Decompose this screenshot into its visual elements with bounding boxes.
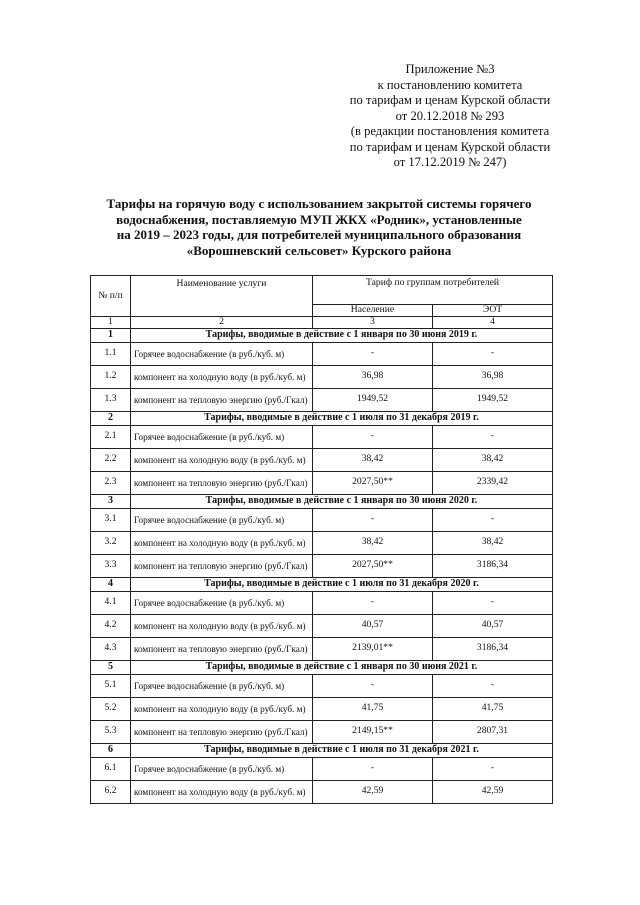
period-row bbox=[91, 743, 553, 757]
table-row bbox=[91, 531, 553, 554]
row-eot-value: 3186,34 bbox=[433, 554, 553, 577]
row-number: 1.3 bbox=[91, 388, 131, 411]
table-row bbox=[91, 448, 553, 471]
row-number: 5.2 bbox=[91, 697, 131, 720]
table-row bbox=[91, 425, 553, 448]
column-numbers-row bbox=[91, 317, 553, 329]
row-population-value: - bbox=[313, 757, 433, 780]
table-row bbox=[91, 508, 553, 531]
row-number: 1.2 bbox=[91, 365, 131, 388]
period-title: Тарифы, вводимые в действие с 1 января по 30 июня 2020 г. bbox=[131, 494, 553, 508]
table-row bbox=[91, 471, 553, 494]
header-tariff-groups: Тариф по группам потребителей bbox=[313, 276, 553, 305]
row-service-name: компонент на холодную воду (в руб./куб. м) bbox=[131, 614, 313, 637]
period-number: 3 bbox=[91, 494, 131, 508]
row-eot-value: 38,42 bbox=[433, 531, 553, 554]
appendix-line: от 20.12.2018 № 293 bbox=[395, 108, 505, 123]
row-number: 3.2 bbox=[91, 531, 131, 554]
row-service-name: компонент на тепловую энергию (руб./Гкал) bbox=[131, 637, 313, 660]
row-population-value: 2149,15** bbox=[313, 720, 433, 743]
period-number: 1 bbox=[91, 328, 131, 342]
row-number: 2.2 bbox=[91, 448, 131, 471]
tariff-table bbox=[90, 275, 553, 804]
row-service-name: компонент на тепловую энергию (руб./Гкал) bbox=[131, 554, 313, 577]
row-eot-value: - bbox=[433, 591, 553, 614]
period-number: 4 bbox=[91, 577, 131, 591]
row-population-value: 38,42 bbox=[313, 531, 433, 554]
title-line: водоснабжения, поставляемую МУП ЖКХ «Родник», установленные bbox=[116, 211, 522, 227]
row-eot-value: 3186,34 bbox=[433, 637, 553, 660]
period-title: Тарифы, вводимые в действие с 1 июля по 31 декабря 2020 г. bbox=[131, 577, 553, 591]
column-number: 3 bbox=[313, 317, 433, 329]
period-row bbox=[91, 577, 553, 591]
column-number: 1 bbox=[91, 317, 131, 329]
row-eot-value: 2339,42 bbox=[433, 471, 553, 494]
table-row bbox=[91, 614, 553, 637]
row-population-value: 2139,01** bbox=[313, 637, 433, 660]
title-line: Тарифы на горячую воду с использованием закрытой системы горячего bbox=[106, 196, 532, 211]
appendix-line: (в редакции постановления комитета bbox=[350, 124, 550, 138]
appendix-line: по тарифам и ценам Курской области bbox=[349, 139, 551, 154]
row-eot-value: - bbox=[433, 674, 553, 697]
row-eot-value: 38,42 bbox=[433, 448, 553, 471]
row-service-name: компонент на холодную воду (в руб./куб. м) bbox=[131, 365, 313, 388]
title-line: на 2019 – 2023 годы, для потребителей муниципального образования bbox=[116, 227, 522, 242]
table-row bbox=[91, 720, 553, 743]
row-service-name: компонент на холодную воду (в руб./куб. м) bbox=[131, 780, 313, 803]
row-number: 3.3 bbox=[91, 554, 131, 577]
appendix-header bbox=[330, 62, 570, 171]
row-service-name: компонент на холодную воду (в руб./куб. м) bbox=[131, 531, 313, 554]
row-population-value: 2027,50** bbox=[313, 554, 433, 577]
row-population-value: - bbox=[313, 425, 433, 448]
table-header-row bbox=[91, 276, 553, 305]
row-service-name: компонент на холодную воду (в руб./куб. м) bbox=[131, 448, 313, 471]
period-title: Тарифы, вводимые в действие с 1 июля по 31 декабря 2021 г. bbox=[131, 743, 553, 757]
row-population-value: 41,75 bbox=[313, 697, 433, 720]
row-number: 6.2 bbox=[91, 780, 131, 803]
row-service-name: Горячее водоснабжение (в руб./куб. м) bbox=[131, 508, 313, 531]
header-eot: ЭОТ bbox=[433, 305, 553, 317]
row-number: 5.3 bbox=[91, 720, 131, 743]
table-row bbox=[91, 342, 553, 365]
table-row bbox=[91, 780, 553, 803]
period-row bbox=[91, 411, 553, 425]
row-number: 2.1 bbox=[91, 425, 131, 448]
table-row bbox=[91, 757, 553, 780]
row-population-value: 38,42 bbox=[313, 448, 433, 471]
row-eot-value: 40,57 bbox=[433, 614, 553, 637]
period-title: Тарифы, вводимые в действие с 1 января по 30 июня 2021 г. bbox=[131, 660, 553, 674]
row-service-name: Горячее водоснабжение (в руб./куб. м) bbox=[131, 674, 313, 697]
row-number: 4.1 bbox=[91, 591, 131, 614]
row-eot-value: - bbox=[433, 342, 553, 365]
row-eot-value: - bbox=[433, 508, 553, 531]
row-population-value: 36,98 bbox=[313, 365, 433, 388]
title-line: «Ворошневский сельсовет» Курского района bbox=[186, 242, 452, 258]
row-number: 4.2 bbox=[91, 614, 131, 637]
column-number: 2 bbox=[131, 317, 313, 329]
column-number: 4 bbox=[433, 317, 553, 329]
row-eot-value: 1949,52 bbox=[433, 388, 553, 411]
appendix-line: к постановлению комитета bbox=[377, 77, 523, 92]
table-row bbox=[91, 697, 553, 720]
row-population-value: 42,59 bbox=[313, 780, 433, 803]
row-eot-value: 42,59 bbox=[433, 780, 553, 803]
period-title: Тарифы, вводимые в действие с 1 января по 30 июня 2019 г. bbox=[131, 328, 553, 342]
document-title bbox=[84, 196, 554, 258]
row-service-name: Горячее водоснабжение (в руб./куб. м) bbox=[131, 342, 313, 365]
row-number: 5.1 bbox=[91, 674, 131, 697]
row-eot-value: 2807,31 bbox=[433, 720, 553, 743]
table-row bbox=[91, 674, 553, 697]
row-service-name: компонент на холодную воду (в руб./куб. м) bbox=[131, 697, 313, 720]
row-population-value: - bbox=[313, 674, 433, 697]
period-row bbox=[91, 494, 553, 508]
period-row bbox=[91, 660, 553, 674]
header-number: № п/п bbox=[91, 276, 131, 317]
period-number: 6 bbox=[91, 743, 131, 757]
row-service-name: Горячее водоснабжение (в руб./куб. м) bbox=[131, 591, 313, 614]
row-number: 2.3 bbox=[91, 471, 131, 494]
row-population-value: 40,57 bbox=[313, 614, 433, 637]
row-service-name: компонент на тепловую энергию (руб./Гкал) bbox=[131, 388, 313, 411]
table-row bbox=[91, 388, 553, 411]
header-population: Население bbox=[313, 305, 433, 317]
row-service-name: Горячее водоснабжение (в руб./куб. м) bbox=[131, 757, 313, 780]
row-population-value: - bbox=[313, 508, 433, 531]
row-population-value: 2027,50** bbox=[313, 471, 433, 494]
row-number: 1.1 bbox=[91, 342, 131, 365]
appendix-number: Приложение №3 bbox=[405, 62, 495, 76]
row-service-name: компонент на тепловую энергию (руб./Гкал) bbox=[131, 471, 313, 494]
appendix-line: от 17.12.2019 № 247) bbox=[393, 155, 507, 169]
row-number: 6.1 bbox=[91, 757, 131, 780]
header-service-name: Наименование услуги bbox=[131, 276, 313, 317]
row-population-value: - bbox=[313, 342, 433, 365]
table-row bbox=[91, 365, 553, 388]
row-number: 3.1 bbox=[91, 508, 131, 531]
row-service-name: Горячее водоснабжение (в руб./куб. м) bbox=[131, 425, 313, 448]
row-population-value: - bbox=[313, 591, 433, 614]
row-population-value: 1949,52 bbox=[313, 388, 433, 411]
period-number: 2 bbox=[91, 411, 131, 425]
row-eot-value: 36,98 bbox=[433, 365, 553, 388]
row-eot-value: 41,75 bbox=[433, 697, 553, 720]
row-eot-value: - bbox=[433, 425, 553, 448]
table-row bbox=[91, 554, 553, 577]
row-service-name: компонент на тепловую энергию (руб./Гкал) bbox=[131, 720, 313, 743]
appendix-line: по тарифам и ценам Курской области bbox=[349, 93, 551, 107]
table-row bbox=[91, 637, 553, 660]
period-title: Тарифы, вводимые в действие с 1 июля по 31 декабря 2019 г. bbox=[131, 411, 553, 425]
period-number: 5 bbox=[91, 660, 131, 674]
row-eot-value: - bbox=[433, 757, 553, 780]
period-row bbox=[91, 328, 553, 342]
row-number: 4.3 bbox=[91, 637, 131, 660]
table-row bbox=[91, 591, 553, 614]
